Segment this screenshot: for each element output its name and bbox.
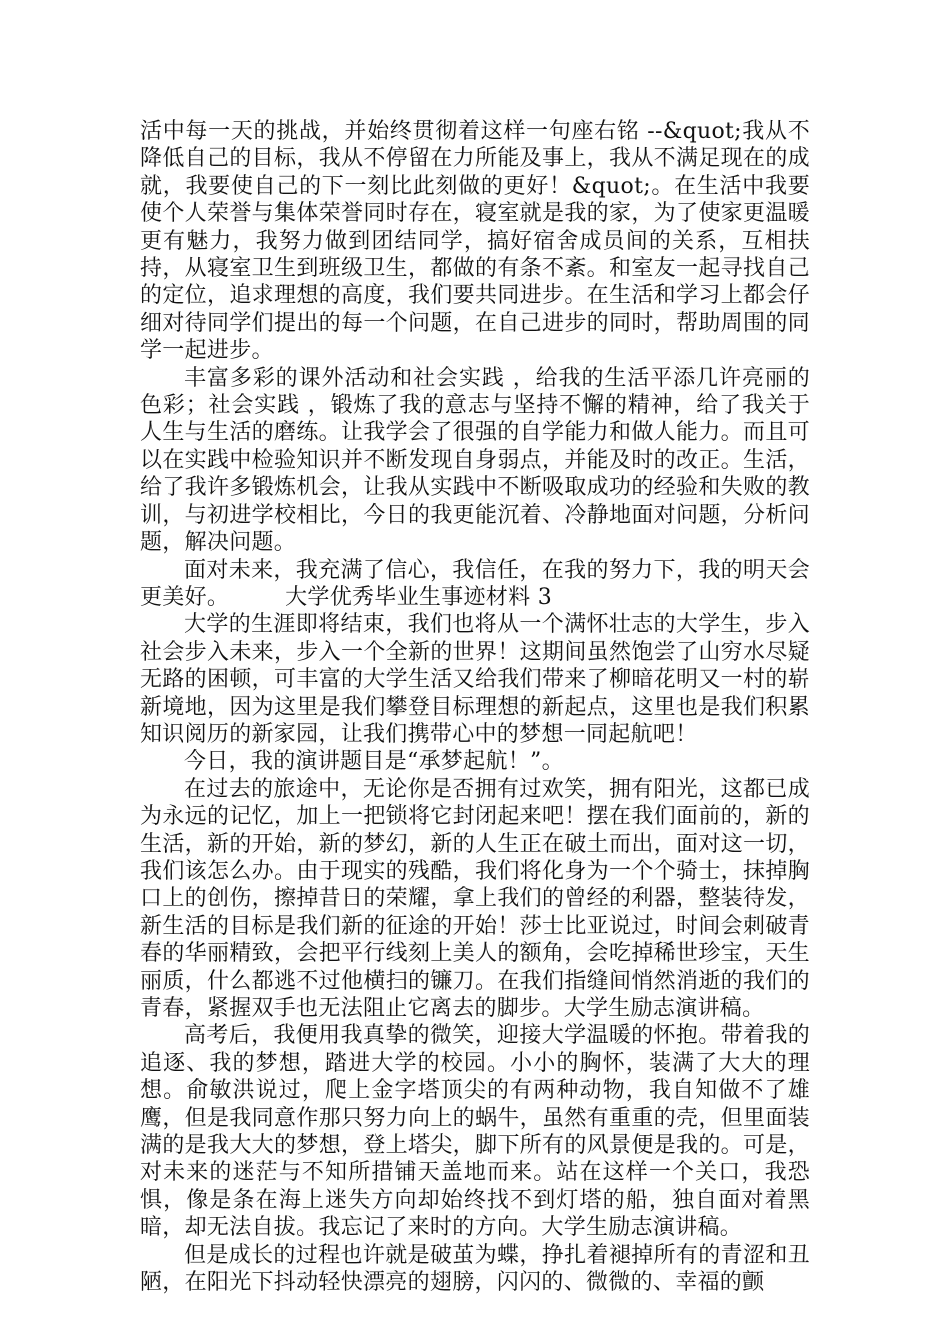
paragraph: 但是成长的过程也许就是破茧为蝶，挣扎着褪掉所有的青涩和丑陋，在阳光下抖动轻快漂亮的翅膀，闪闪的、微微的、幸福的颤 — [140, 1242, 810, 1296]
paragraph: 在过去的旅途中，无论你是否拥有过欢笑，拥有阳光，这都已成为永远的记忆，加上一把锁将它封闭起来吧！摆在我们面前的，新的生活，新的开始，新的梦幻，新的人生正在破土而出，面对这一切，我们该怎么办。由于现实的残酷，我们将化身为一个个骑士，抹掉胸口上的创伤，擦掉昔日的荣耀，拿上我们的曾经的利器，整装待发，新生活的目标是我们新的征途的开始！莎士比亚说过，时间会刺破青春的华丽精致，会把平行线刻上美人的额角，会吃掉稀世珍宝，天生丽质，什么都逃不过他横扫的镰刀。在我们指缝间悄然消逝的我们的青春，紧握双手也无法阻止它离去的脚步。大学生励志演讲稿。 — [140, 776, 810, 1021]
paragraph: 丰富多彩的课外活动和社会实践 ，给我的生活平添几许亮丽的色彩；社会实践 ，锻炼了我的意志与坚持不懈的精神，给了我关于人生与生活的磨练。让我学会了很强的自学能力和做人能力。而且可以在实践中检验知识并不断发现自身弱点，并能及时的改正。生活，给了我许多锻炼机会，让我从实践中不断吸取成功的经验和失败的教训，与初进学校相比，今日的我更能沉着、冷静地面对问题，分析问题，解决问题。 — [140, 365, 810, 556]
paragraph: 面对未来，我充满了信心，我信任，在我的努力下，我的明天会更美好。 大学优秀毕业生事迹材料 3 — [140, 557, 810, 610]
paragraph: 今日，我的演讲题目是“承梦起航！”。 — [184, 749, 564, 775]
paragraph: 活中每一天的挑战，并始终贯彻着这样一句座右铭 --&quot;我从不降低自己的目标，我从不停留在力所能及事上，我从不满足现在的成就，我要使自己的下一刻比此刻做的更好！&quot;。在生活中我要使个人荣誉与集体荣誉同时存在，寝室就是我的家，为了使家更温暖更有魅力，我努力做到团结同学，搞好宿舍成员间的关系，互相扶持，从寝室卫生到班级卫生，都做的有条不紊。和室友一起寻找自己的定位，追求理想的高度，我们要共同进步。在生活和学习上都会仔细对待同学们提出的每一个问题，在自己进步的同时，帮助周围的同学一起进步。 — [140, 119, 810, 364]
paragraph: 高考后，我便用我真挚的微笑，迎接大学温暖的怀抱。带着我的追逐、我的梦想，踏进大学的校园。小小的胸怀，装满了大大的理想。俞敏洪说过，爬上金字塔顶尖的有两种动物，我自知做不了雄鹰，但是我同意作那只努力向上的蜗牛，虽然有重重的壳，但里面装满的是我大大的梦想，登上塔尖，脚下所有的风景便是我的。可是，对未来的迷茫与不知所措铺天盖地而来。站在这样一个关口，我恐惧，像是条在海上迷失方向却始终找不到灯塔的船，独自面对着黑暗，却无法自拔。我忘记了来时的方向。大学生励志演讲稿。 — [140, 1023, 810, 1241]
document-page — [140, 118, 810, 1296]
paragraph: 大学的生涯即将结束，我们也将从一个满怀壮志的大学生，步入社会步入未来，步入一个全新的世界！这期间虽然饱尝了山穷水尽疑无路的困顿，可丰富的大学生活又给我们带来了柳暗花明又一村的崭新境地，因为这里是我们攀登目标理想的新起点，这里也是我们积累知识阅历的新家园，让我们携带心中的梦想一同起航吧！ — [140, 612, 810, 747]
